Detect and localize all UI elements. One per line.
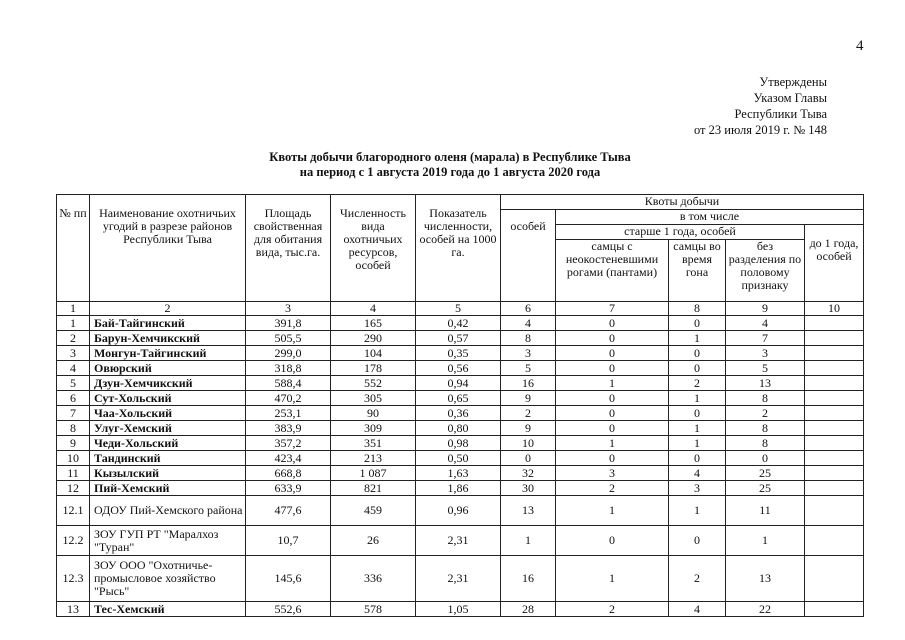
cell-rut: 0 bbox=[669, 346, 726, 361]
cell-young bbox=[805, 602, 864, 617]
cell-total: 10 bbox=[501, 436, 556, 451]
cell-area: 633,9 bbox=[246, 481, 331, 496]
cell-young bbox=[805, 361, 864, 376]
header-density: Показатель численности, особей на 1000 га. bbox=[416, 195, 501, 302]
cell-total: 0 bbox=[501, 451, 556, 466]
cell-count: 309 bbox=[331, 421, 416, 436]
cell-no: 11 bbox=[57, 466, 90, 481]
cell-antlers: 0 bbox=[556, 451, 669, 466]
column-number: 1 bbox=[57, 302, 90, 316]
cell-count: 290 bbox=[331, 331, 416, 346]
cell-total: 13 bbox=[501, 496, 556, 526]
cell-rut: 1 bbox=[669, 331, 726, 346]
cell-count: 104 bbox=[331, 346, 416, 361]
header-including: в том числе bbox=[556, 210, 864, 225]
cell-area: 477,6 bbox=[246, 496, 331, 526]
approval-line: Республики Тыва bbox=[734, 107, 827, 121]
cell-name: Чеди-Хольский bbox=[90, 436, 246, 451]
cell-name: Кызылский bbox=[90, 466, 246, 481]
cell-antlers: 0 bbox=[556, 346, 669, 361]
cell-area: 470,2 bbox=[246, 391, 331, 406]
cell-nosex: 13 bbox=[726, 376, 805, 391]
header-young: до 1 года, особей bbox=[805, 225, 864, 302]
cell-area: 299,0 bbox=[246, 346, 331, 361]
table-row bbox=[57, 376, 864, 391]
cell-antlers: 0 bbox=[556, 361, 669, 376]
cell-antlers: 0 bbox=[556, 331, 669, 346]
cell-rut: 1 bbox=[669, 421, 726, 436]
cell-nosex: 13 bbox=[726, 556, 805, 602]
quota-table bbox=[56, 194, 864, 617]
cell-name: Тандинский bbox=[90, 451, 246, 466]
cell-area: 505,5 bbox=[246, 331, 331, 346]
cell-young bbox=[805, 466, 864, 481]
cell-density: 0,36 bbox=[416, 406, 501, 421]
cell-area: 357,2 bbox=[246, 436, 331, 451]
cell-count: 552 bbox=[331, 376, 416, 391]
column-number: 6 bbox=[501, 302, 556, 316]
cell-total: 1 bbox=[501, 526, 556, 556]
table-row bbox=[57, 451, 864, 466]
cell-antlers: 1 bbox=[556, 376, 669, 391]
column-number: 4 bbox=[331, 302, 416, 316]
table-row bbox=[57, 406, 864, 421]
header-antlers: самцы с неокостеневшими рогами (пантами) bbox=[556, 240, 669, 302]
cell-young bbox=[805, 481, 864, 496]
cell-density: 0,80 bbox=[416, 421, 501, 436]
cell-density: 0,42 bbox=[416, 316, 501, 331]
cell-count: 26 bbox=[331, 526, 416, 556]
cell-area: 10,7 bbox=[246, 526, 331, 556]
cell-count: 178 bbox=[331, 361, 416, 376]
cell-no: 13 bbox=[57, 602, 90, 617]
table-row bbox=[57, 526, 864, 556]
cell-young bbox=[805, 331, 864, 346]
header-area: Площадь свойственная для обитания вида, тыс.га. bbox=[246, 195, 331, 302]
cell-name: ЗОУ ГУП РТ "Маралхоз "Туран" bbox=[90, 526, 246, 556]
cell-name: Дзун-Хемчикский bbox=[90, 376, 246, 391]
cell-density: 0,96 bbox=[416, 496, 501, 526]
cell-density: 1,86 bbox=[416, 481, 501, 496]
cell-nosex: 8 bbox=[726, 421, 805, 436]
cell-total: 5 bbox=[501, 361, 556, 376]
cell-name: Овюрский bbox=[90, 361, 246, 376]
cell-young bbox=[805, 526, 864, 556]
cell-young bbox=[805, 376, 864, 391]
cell-no: 6 bbox=[57, 391, 90, 406]
cell-rut: 0 bbox=[669, 526, 726, 556]
cell-rut: 0 bbox=[669, 361, 726, 376]
table-row bbox=[57, 602, 864, 617]
column-number: 8 bbox=[669, 302, 726, 316]
cell-rut: 0 bbox=[669, 316, 726, 331]
table-row bbox=[57, 361, 864, 376]
cell-young bbox=[805, 346, 864, 361]
cell-name: Пий-Хемский bbox=[90, 481, 246, 496]
cell-density: 0,57 bbox=[416, 331, 501, 346]
cell-nosex: 5 bbox=[726, 361, 805, 376]
cell-rut: 1 bbox=[669, 436, 726, 451]
cell-nosex: 25 bbox=[726, 481, 805, 496]
cell-area: 383,9 bbox=[246, 421, 331, 436]
cell-density: 1,05 bbox=[416, 602, 501, 617]
header-name: Наименование охотничьих угодий в разрезе районов Республики Тыва bbox=[90, 195, 246, 302]
cell-nosex: 11 bbox=[726, 496, 805, 526]
cell-antlers: 3 bbox=[556, 466, 669, 481]
cell-antlers: 1 bbox=[556, 556, 669, 602]
cell-nosex: 3 bbox=[726, 346, 805, 361]
cell-antlers: 1 bbox=[556, 436, 669, 451]
cell-antlers: 0 bbox=[556, 406, 669, 421]
cell-density: 0,98 bbox=[416, 436, 501, 451]
cell-antlers: 0 bbox=[556, 421, 669, 436]
cell-name: Монгун-Тайгинский bbox=[90, 346, 246, 361]
cell-total: 16 bbox=[501, 556, 556, 602]
column-number-row bbox=[57, 302, 864, 316]
cell-nosex: 22 bbox=[726, 602, 805, 617]
approval-line: Указом Главы bbox=[753, 91, 827, 105]
approval-block bbox=[694, 74, 827, 138]
cell-rut: 4 bbox=[669, 466, 726, 481]
header-older: старше 1 года, особей bbox=[556, 225, 805, 240]
cell-young bbox=[805, 451, 864, 466]
column-number: 5 bbox=[416, 302, 501, 316]
header-count: Численность вида охотничьих ресурсов, особей bbox=[331, 195, 416, 302]
cell-no: 12.3 bbox=[57, 556, 90, 602]
cell-antlers: 0 bbox=[556, 391, 669, 406]
cell-density: 1,63 bbox=[416, 466, 501, 481]
cell-total: 4 bbox=[501, 316, 556, 331]
column-number: 2 bbox=[90, 302, 246, 316]
cell-rut: 2 bbox=[669, 376, 726, 391]
cell-count: 578 bbox=[331, 602, 416, 617]
header-quota: Квоты добычи bbox=[501, 195, 864, 210]
header-total: особей bbox=[501, 210, 556, 302]
cell-nosex: 8 bbox=[726, 391, 805, 406]
column-number: 9 bbox=[726, 302, 805, 316]
cell-no: 12 bbox=[57, 481, 90, 496]
cell-no: 8 bbox=[57, 421, 90, 436]
cell-young bbox=[805, 436, 864, 451]
cell-rut: 0 bbox=[669, 451, 726, 466]
cell-count: 90 bbox=[331, 406, 416, 421]
cell-no: 4 bbox=[57, 361, 90, 376]
cell-young bbox=[805, 391, 864, 406]
cell-antlers: 2 bbox=[556, 602, 669, 617]
cell-young bbox=[805, 406, 864, 421]
cell-no: 2 bbox=[57, 331, 90, 346]
cell-area: 391,8 bbox=[246, 316, 331, 331]
header-rut: самцы во время гона bbox=[669, 240, 726, 302]
cell-total: 16 bbox=[501, 376, 556, 391]
cell-rut: 1 bbox=[669, 391, 726, 406]
cell-young bbox=[805, 556, 864, 602]
cell-count: 1 087 bbox=[331, 466, 416, 481]
cell-density: 0,50 bbox=[416, 451, 501, 466]
cell-nosex: 0 bbox=[726, 451, 805, 466]
cell-count: 213 bbox=[331, 451, 416, 466]
table-row bbox=[57, 331, 864, 346]
cell-antlers: 0 bbox=[556, 526, 669, 556]
table-row bbox=[57, 391, 864, 406]
cell-area: 145,6 bbox=[246, 556, 331, 602]
cell-nosex: 8 bbox=[726, 436, 805, 451]
cell-name: Сут-Хольский bbox=[90, 391, 246, 406]
column-number: 10 bbox=[805, 302, 864, 316]
cell-total: 9 bbox=[501, 391, 556, 406]
cell-nosex: 7 bbox=[726, 331, 805, 346]
table-row bbox=[57, 496, 864, 526]
cell-antlers: 0 bbox=[556, 316, 669, 331]
cell-total: 8 bbox=[501, 331, 556, 346]
cell-density: 2,31 bbox=[416, 526, 501, 556]
cell-total: 9 bbox=[501, 421, 556, 436]
header-no: № пп bbox=[57, 195, 90, 302]
cell-young bbox=[805, 421, 864, 436]
cell-nosex: 1 bbox=[726, 526, 805, 556]
table-row bbox=[57, 421, 864, 436]
cell-young bbox=[805, 496, 864, 526]
cell-name: ЗОУ ООО "Охотничье-промысловое хозяйство "Рысь" bbox=[90, 556, 246, 602]
cell-total: 2 bbox=[501, 406, 556, 421]
cell-total: 28 bbox=[501, 602, 556, 617]
table-row bbox=[57, 466, 864, 481]
cell-nosex: 4 bbox=[726, 316, 805, 331]
cell-rut: 0 bbox=[669, 406, 726, 421]
cell-density: 0,94 bbox=[416, 376, 501, 391]
cell-nosex: 25 bbox=[726, 466, 805, 481]
cell-no: 1 bbox=[57, 316, 90, 331]
cell-count: 336 bbox=[331, 556, 416, 602]
cell-count: 459 bbox=[331, 496, 416, 526]
cell-total: 30 bbox=[501, 481, 556, 496]
cell-count: 821 bbox=[331, 481, 416, 496]
cell-antlers: 2 bbox=[556, 481, 669, 496]
table-row bbox=[57, 346, 864, 361]
cell-name: Тес-Хемский bbox=[90, 602, 246, 617]
cell-no: 3 bbox=[57, 346, 90, 361]
cell-density: 2,31 bbox=[416, 556, 501, 602]
cell-count: 305 bbox=[331, 391, 416, 406]
cell-no: 5 bbox=[57, 376, 90, 391]
cell-total: 32 bbox=[501, 466, 556, 481]
cell-area: 423,4 bbox=[246, 451, 331, 466]
cell-name: Барун-Хемчикский bbox=[90, 331, 246, 346]
approval-line: Утверждены bbox=[759, 75, 827, 89]
cell-nosex: 2 bbox=[726, 406, 805, 421]
cell-area: 552,6 bbox=[246, 602, 331, 617]
cell-no: 12.2 bbox=[57, 526, 90, 556]
cell-density: 0,35 bbox=[416, 346, 501, 361]
cell-name: Чаа-Хольский bbox=[90, 406, 246, 421]
page-number: 4 bbox=[856, 38, 864, 54]
table-row bbox=[57, 436, 864, 451]
cell-no: 10 bbox=[57, 451, 90, 466]
cell-count: 165 bbox=[331, 316, 416, 331]
cell-no: 7 bbox=[57, 406, 90, 421]
approval-line: от 23 июля 2019 г. № 148 bbox=[693, 123, 827, 137]
cell-area: 318,8 bbox=[246, 361, 331, 376]
cell-name: Улуг-Хемский bbox=[90, 421, 246, 436]
cell-count: 351 bbox=[331, 436, 416, 451]
cell-total: 3 bbox=[501, 346, 556, 361]
cell-no: 9 bbox=[57, 436, 90, 451]
cell-young bbox=[805, 316, 864, 331]
cell-area: 253,1 bbox=[246, 406, 331, 421]
cell-no: 12.1 bbox=[57, 496, 90, 526]
column-number: 7 bbox=[556, 302, 669, 316]
title-line: на период с 1 августа 2019 года до 1 августа 2020 года bbox=[299, 165, 601, 179]
cell-rut: 4 bbox=[669, 602, 726, 617]
cell-name: ОДОУ Пий-Хемского района bbox=[90, 496, 246, 526]
cell-name: Бай-Тайгинский bbox=[90, 316, 246, 331]
column-number: 3 bbox=[246, 302, 331, 316]
cell-area: 668,8 bbox=[246, 466, 331, 481]
table-row bbox=[57, 481, 864, 496]
cell-density: 0,56 bbox=[416, 361, 501, 376]
cell-rut: 2 bbox=[669, 556, 726, 602]
table-row bbox=[57, 316, 864, 331]
cell-rut: 3 bbox=[669, 481, 726, 496]
title-line: Квоты добычи благородного оленя (марала) в Республике Тыва bbox=[269, 150, 631, 164]
cell-rut: 1 bbox=[669, 496, 726, 526]
cell-antlers: 1 bbox=[556, 496, 669, 526]
table-row bbox=[57, 556, 864, 602]
header-nosex: без разделения по половому признаку bbox=[726, 240, 805, 302]
cell-area: 588,4 bbox=[246, 376, 331, 391]
cell-density: 0,65 bbox=[416, 391, 501, 406]
document-title bbox=[150, 150, 750, 180]
